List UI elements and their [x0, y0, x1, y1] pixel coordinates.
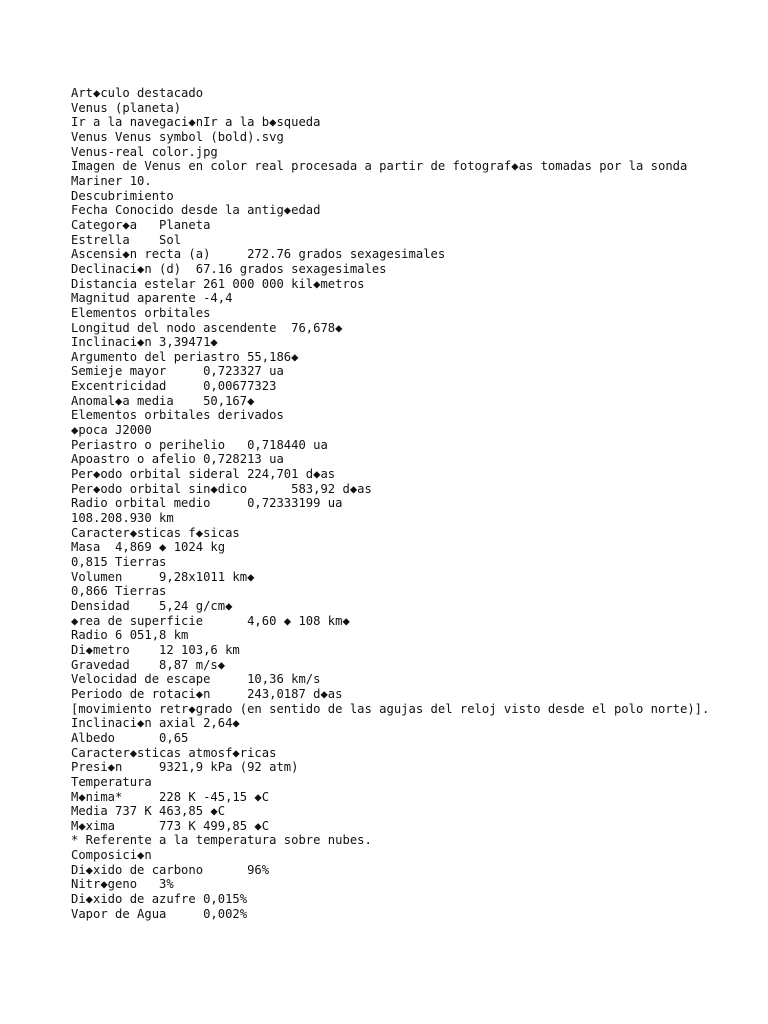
document-line: Periodo de rotaci◆n 243,0187 d◆as	[71, 686, 343, 701]
document-line: Composici◆n	[71, 848, 152, 863]
document-line: Apoastro o afelio 0,728213 ua	[71, 452, 284, 467]
document-line: Ascensi◆n recta (a) 272.76 grados sexagesimales	[71, 247, 446, 262]
document-line: Per◆odo orbital sideral 224,701 d◆as	[71, 467, 336, 482]
document-line: Venus-real color.jpg	[71, 144, 218, 159]
document-line: Fecha Conocido desde la antig◆edad	[71, 203, 321, 218]
document-line: 108.208.930 km	[71, 511, 174, 526]
document-line: [movimiento retr◆grado (en sentido de las agujas del reloj visto desde el polo norte)].	[71, 701, 710, 716]
document-line: Densidad 5,24 g/cm◆	[71, 598, 233, 613]
document-line: Excentricidad 0,00677323	[71, 379, 277, 394]
document-line: Volumen 9,28x1011 km◆	[71, 569, 255, 584]
document-line: 0,866 Tierras	[71, 584, 167, 599]
document-line: Elementos orbitales derivados	[71, 408, 284, 423]
document-line: Masa 4,869 ◆ 1024 kg	[71, 540, 226, 555]
document-line: Declinaci◆n (d) 67.16 grados sexagesimales	[71, 261, 387, 276]
document-line: Distancia estelar 261 000 000 kil◆metros	[71, 276, 365, 291]
document-line: Venus Venus symbol (bold).svg	[71, 129, 284, 144]
document-line: Anomal◆a media 50,167◆	[71, 393, 255, 408]
document-line: ◆poca J2000	[71, 423, 152, 438]
document-line: Di◆metro 12 103,6 km	[71, 642, 240, 657]
document-line: Per◆odo orbital sin◆dico 583,92 d◆as	[71, 481, 372, 496]
document-line: Venus (planeta)	[71, 100, 182, 115]
document-line: Semieje mayor 0,723327 ua	[71, 364, 284, 379]
document-line: Caracter◆sticas atmosf◆ricas	[71, 745, 277, 760]
document-line: Vapor de Agua 0,002%	[71, 906, 248, 921]
document-line: Caracter◆sticas f◆sicas	[71, 525, 240, 540]
document-line: * Referente a la temperatura sobre nubes.	[71, 833, 372, 848]
document-line: Di◆xido de carbono 96%	[71, 862, 270, 877]
document-line: Descubrimiento	[71, 188, 174, 203]
document-line: Art◆culo destacado	[71, 86, 204, 100]
document-line: Ir a la navegaci◆nIr a la b◆squeda	[71, 115, 321, 130]
document-line: Presi◆n 9321,9 kPa (92 atm)	[71, 760, 299, 775]
document-line: Inclinaci◆n 3,39471◆	[71, 335, 218, 350]
document-line: Di◆xido de azufre 0,015%	[71, 892, 248, 907]
document-line: 0,815 Tierras	[71, 555, 167, 569]
document-line: Inclinaci◆n axial 2,64◆	[71, 716, 240, 731]
document-line: Gravedad 8,87 m/s◆	[71, 657, 226, 672]
document-line: Argumento del periastro 55,186◆	[71, 349, 299, 364]
document-line: Longitud del nodo ascendente 76,678◆	[71, 320, 343, 335]
document-line: Velocidad de escape 10,36 km/s	[71, 672, 321, 687]
document-line: Categor◆a Planeta	[71, 217, 211, 232]
document-line: M◆nima* 228 K -45,15 ◆C	[71, 789, 270, 804]
document-line: M◆xima 773 K 499,85 ◆C	[71, 818, 270, 833]
document-line: Periastro o perihelio 0,718440 ua	[71, 437, 328, 452]
document-line: Elementos orbitales	[71, 305, 211, 320]
document-line: Estrella Sol	[71, 232, 182, 247]
document-line: Radio orbital medio 0,72333199 ua	[71, 496, 343, 511]
document-line: ◆rea de superficie 4,60 ◆ 108 km◆	[71, 613, 350, 628]
document-line: Nitr◆geno 3%	[71, 877, 174, 892]
document-line: Albedo 0,65	[71, 730, 189, 745]
document-line: Radio 6 051,8 km	[71, 628, 189, 643]
document-line: Temperatura	[71, 774, 152, 789]
document-line: Media 737 K 463,85 ◆C	[71, 804, 226, 819]
document-line: Imagen de Venus en color real procesada a partir de fotograf◆as tomadas por la sonda Mariner 10.	[71, 159, 695, 188]
document-line: Magnitud aparente -4,4	[71, 291, 233, 306]
document-body	[71, 86, 711, 921]
